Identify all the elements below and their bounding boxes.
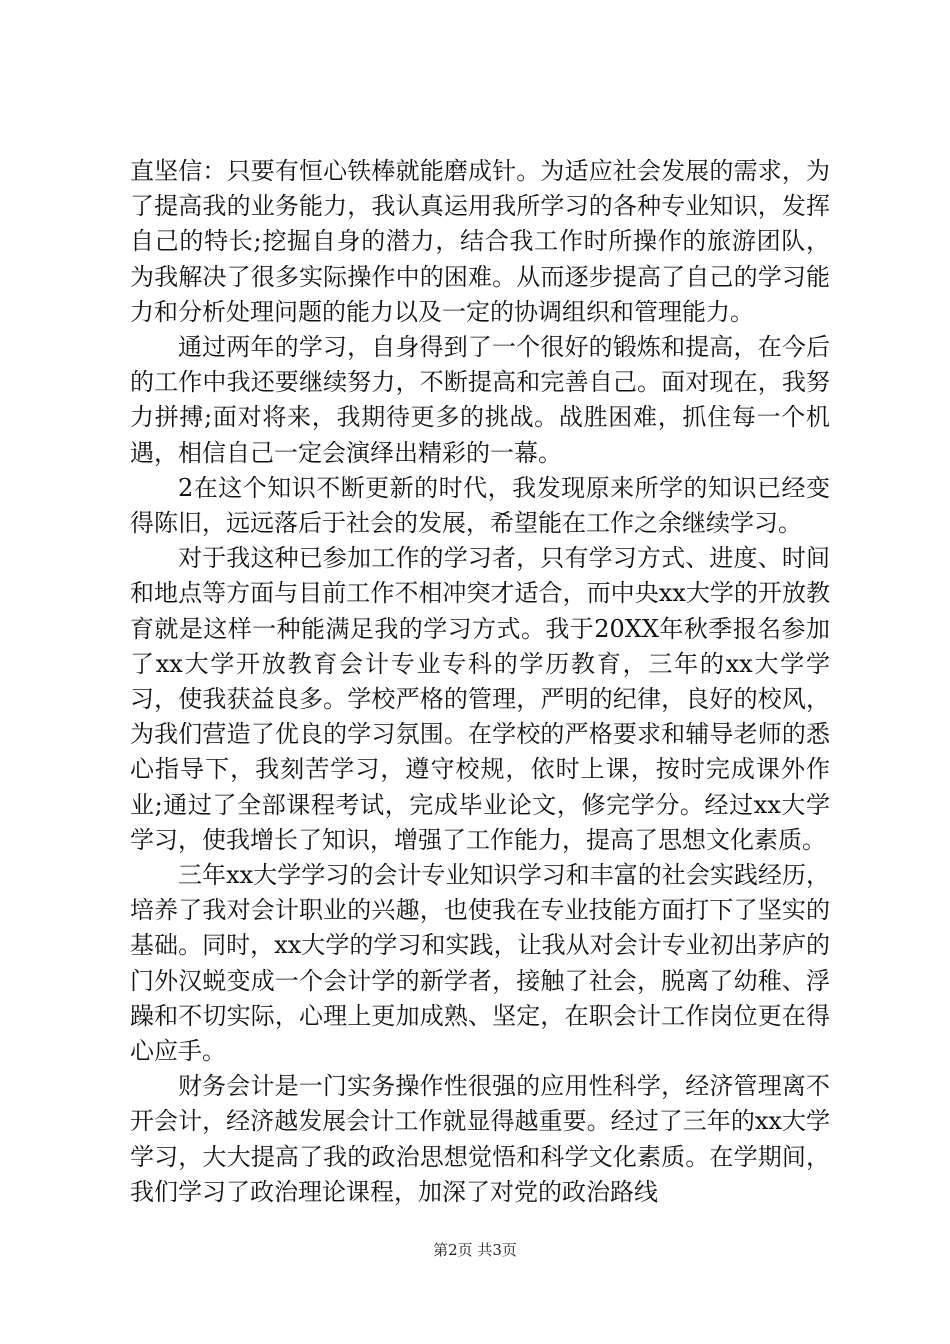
paragraph-3: 2在这个知识不断更新的时代，我发现原来所学的知识已经变得陈旧，远远落后于社会的发展，希望能在工作之余继续学习。 [130, 473, 830, 538]
page-footer: 第2页 共3页 [433, 1241, 517, 1259]
paragraph-6: 财务会计是一门实务操作性很强的应用性科学，经济管理离不开会计，经济越发展会计工作就显得越重要。经过了三年的xx大学学习，大大提高了我的政治思想觉悟和科学文化素质。在学期间，我们学习了政治理论课程，加深了对党的政治路线 [130, 1072, 830, 1206]
document-body [130, 154, 830, 1210]
paragraph-2: 通过两年的学习，自身得到了一个很好的锻炼和提高，在今后的工作中我还要继续努力，不断提高和完善自己。面对现在，我努力拼搏;面对将来，我期待更多的挑战。战胜困难，抓住每一个机遇，相信自己一定会演绎出精彩的一幕。 [130, 333, 830, 467]
paragraph-5: 三年xx大学学习的会计专业知识学习和丰富的社会实践经历，培养了我对会计职业的兴趣，也使我在专业技能方面打下了坚实的基础。同时，xx大学的学习和实践，让我从对会计专业初出茅庐的门外汉蜕变成一个会计学的新学者，接触了社会，脱离了幼稚、浮躁和不切实际，心理上更加成熟、坚定，在职会计工作岗位更在得心应手。 [130, 861, 830, 1066]
paragraph-4: 对于我这种已参加工作的学习者，只有学习方式、进度、时间和地点等方面与目前工作不相冲突才适合，而中央xx大学的开放教育就是这样一种能满足我的学习方式。我于20XX年秋季报名参加了xx大学开放教育会计专业专科的学历教育，三年的xx大学学习，使我获益良多。学校严格的管理，严明的纪律，良好的校风，为我们营造了优良的学习氛围。在学校的严格要求和辅导老师的悉心指导下，我刻苦学习，遵守校规，依时上课，按时完成课外作业;通过了全部课程考试，完成毕业论文，修完学分。经过xx大学学习，使我增长了知识，增强了工作能力，提高了思想文化素质。 [130, 544, 830, 854]
paragraph-1: 直坚信：只要有恒心铁棒就能磨成针。为适应社会发展的需求，为了提高我的业务能力，我认真运用我所学习的各种专业知识，发挥自己的特长;挖掘自身的潜力，结合我工作时所操作的旅游团队，为我解决了很多实际操作中的困难。从而逐步提高了自己的学习能力和分析处理问题的能力以及一定的协调组织和管理能力。 [130, 157, 830, 326]
